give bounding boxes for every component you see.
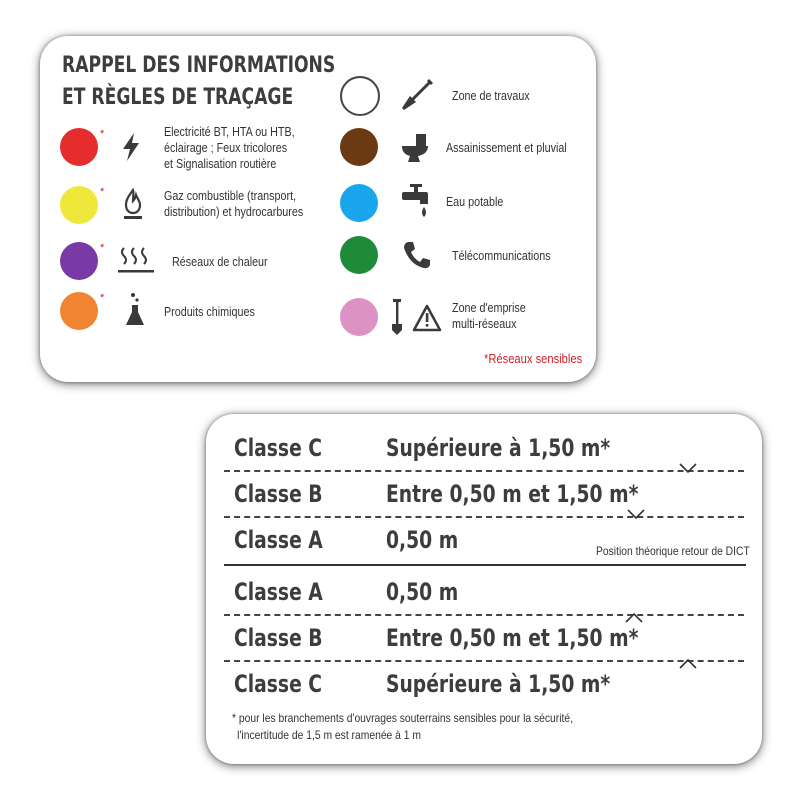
sensitive-networks-note: *Réseaux sensibles (483, 351, 582, 366)
label-work-zone: Zone de travaux (452, 89, 530, 103)
class-row (234, 670, 754, 710)
color-dot-green (340, 236, 378, 274)
sensitive-star: * (100, 128, 105, 140)
depth-label: 0,50 m (386, 578, 459, 606)
sensitive-star: * (100, 292, 105, 304)
label-drinking-water: Eau potable (446, 195, 504, 209)
class-label: Classe A (234, 578, 323, 606)
legend-title: RAPPEL DES INFORMATIONS ET RÈGLES DE TRAÇAGE (62, 53, 336, 110)
gas-flame-icon (122, 188, 144, 225)
shovel-icon (390, 298, 404, 341)
class-label: Classe B (234, 480, 323, 508)
label-chemicals: Produits chimiques (164, 305, 255, 319)
color-dot-purple (60, 242, 98, 280)
color-dot-brown (340, 128, 378, 166)
class-row (234, 434, 754, 474)
reference-line (224, 564, 746, 566)
depth-label: 0,50 m (386, 526, 459, 554)
class-row (234, 480, 754, 520)
dashed-divider (224, 516, 744, 518)
toilet-icon (400, 132, 430, 169)
label-heat-network: Réseaux de chaleur (172, 255, 268, 269)
class-label: Classe C (234, 670, 323, 698)
flask-icon (124, 292, 146, 333)
network-legend-card (40, 36, 596, 382)
sensitive-star: * (100, 242, 105, 254)
depth-label: Supérieure à 1,50 m* (386, 434, 611, 462)
color-dot-white (340, 76, 380, 116)
color-dot-pink (340, 298, 378, 336)
shovel-icon (398, 78, 434, 119)
class-label: Classe A (234, 526, 323, 554)
chevron-down-icon (678, 462, 698, 474)
heat-waves-icon (116, 246, 156, 279)
class-row (234, 624, 754, 664)
faucet-icon (400, 182, 432, 225)
depth-classes-card (206, 414, 762, 764)
label-telecom: Télécommunications (452, 249, 551, 263)
depth-label: Entre 0,50 m et 1,50 m* (386, 624, 639, 652)
chevron-up-icon (624, 612, 644, 624)
color-dot-blue (340, 184, 378, 222)
lightning-icon (120, 132, 142, 167)
phone-icon (402, 240, 432, 275)
warning-icon (412, 304, 442, 337)
chevron-down-icon (626, 508, 646, 520)
dashed-divider (224, 660, 744, 662)
depth-label: Supérieure à 1,50 m* (386, 670, 611, 698)
class-label: Classe C (234, 434, 323, 462)
footnote: * pour les branchements d'ouvrages souterrains sensibles pour la sécurité, l'incertitude de 1,5 m est ramenée à 1 m (232, 711, 574, 742)
label-sanitation: Assainissement et pluvial (446, 141, 567, 155)
class-row (234, 578, 754, 618)
label-multi-network-zone: Zone d'emprise multi-réseaux (452, 301, 526, 331)
dashed-divider (224, 614, 744, 616)
theoretical-position-label: Position théorique retour de DICT (596, 544, 750, 558)
color-dot-orange (60, 292, 98, 330)
sensitive-star: * (100, 186, 105, 198)
depth-label: Entre 0,50 m et 1,50 m* (386, 480, 639, 508)
label-electricity: Electricité BT, HTA ou HTB, éclairage ; Feux tricolores et Signalisation routière (164, 125, 295, 171)
chevron-up-icon (678, 658, 698, 670)
color-dot-yellow (60, 186, 98, 224)
class-label: Classe B (234, 624, 323, 652)
dashed-divider (224, 470, 744, 472)
color-dot-red (60, 128, 98, 166)
label-gas: Gaz combustible (transport, distribution) et hydrocarbures (164, 189, 304, 219)
